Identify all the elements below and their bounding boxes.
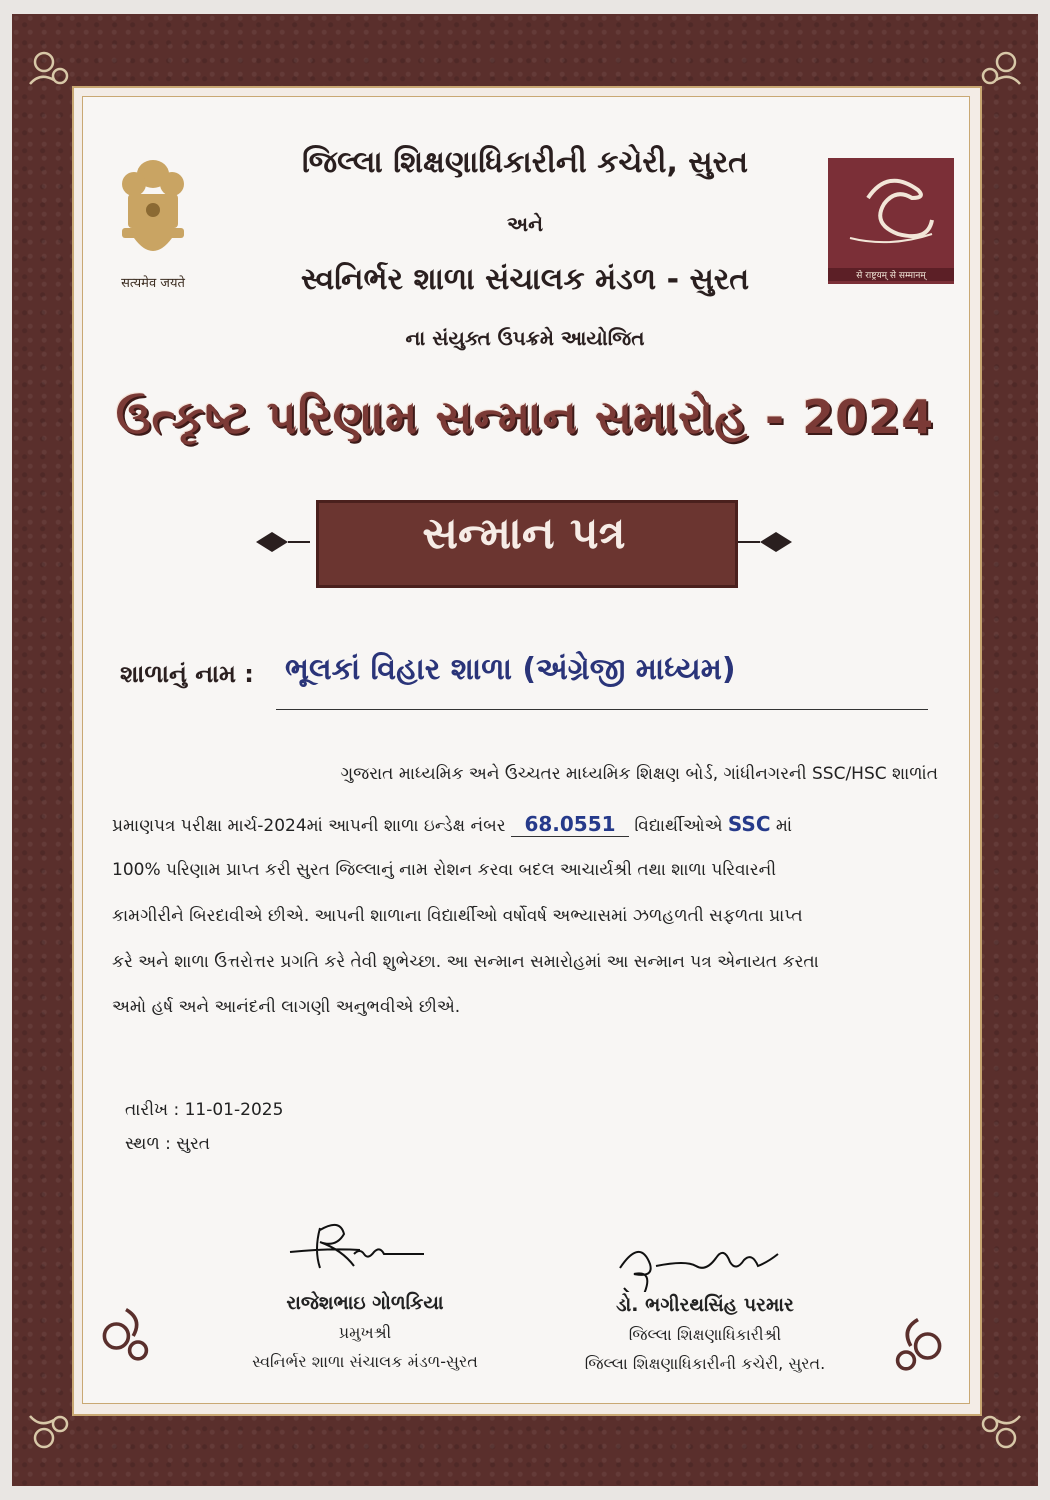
body-line-2-end: માં bbox=[775, 816, 793, 836]
school-name: ભૂલકાં વિહાર શાળા (અંગ્રેજી માધ્યમ) bbox=[285, 652, 736, 687]
logo-caption: से राष्ट्रयम् से सम्मानम् bbox=[828, 268, 954, 281]
office-title: જિલ્લા શિક્ષણાધિકારીની કચેરી, સુરત bbox=[301, 145, 749, 180]
signatory-2-name: ડો. ભગીરથસિંહ પરમાર bbox=[616, 1294, 794, 1316]
body-line-6: અમો હર્ષ અને આનંદની લાગણી અનુભવીએ છીએ. bbox=[112, 997, 461, 1017]
signatory-2-role: જિલ્લા શિક્ષણાધિકારીશ્રી bbox=[628, 1325, 782, 1344]
signatory-2-org: જિલ્લા શિક્ષણાધિકારીની કચેરી, સુરત. bbox=[584, 1354, 826, 1373]
school-name-underline bbox=[276, 709, 928, 710]
body-line-5: કરે અને શાળા ઉત્તરોત્તર પ્રગતિ કરે તેવી શુભેચ્છા. આ સન્માન સમારોહમાં આ સન્માન પત્ર એનાયત કરતા bbox=[112, 952, 819, 972]
diamond-ornament-right-icon bbox=[738, 522, 798, 562]
issue-place: સ્થળ : સુરત bbox=[125, 1134, 211, 1154]
exam-name: SSC bbox=[727, 812, 771, 836]
body-line-3: 100% પરિણામ પ્રાપ્ત કરી સુરત જિલ્લાનું નામ રોશન કરવા બદલ આચાર્યશ્રી તથા શાળા પરિવારની bbox=[112, 860, 777, 880]
body-line-2 bbox=[112, 812, 938, 837]
corner-ornament-bottom-right-icon bbox=[970, 1400, 1030, 1460]
signatory-1-org: સ્વનિર્ભર શાળા સંચાલક મંડળ-સુરત bbox=[252, 1352, 478, 1371]
corner-ornament-top-right-icon bbox=[970, 40, 1030, 100]
inner-ornament-bottom-left-icon bbox=[90, 1300, 162, 1372]
event-title: ઉત્કૃષ્ટ પરિણામ સન્માન સમારોહ - 2024 bbox=[115, 390, 935, 444]
organized-by-text: ના સંયુક્ત ઉપક્રમે આયોજિત bbox=[405, 326, 645, 350]
body-line-1: ગુજરાત માધ્યમિક અને ઉચ્ચતર માધ્યમિક શિક્ષણ બોર્ડ, ગાંધીનગરની SSC/HSC શાળાંત bbox=[340, 764, 938, 784]
signatory-1-name: રાજેશભાઇ ગોળકિયા bbox=[286, 1292, 444, 1314]
body-line-2-start: પ્રમાણપત્ર પરીક્ષા માર્ચ-2024માં આપની શાળા ઇન્ડેક્ષ નંબર bbox=[112, 816, 506, 836]
issue-date: તારીખ : 11-01-2025 bbox=[125, 1100, 284, 1120]
emblem-caption: सत्यमेव जयते bbox=[121, 276, 185, 291]
corner-ornament-top-left-icon bbox=[20, 40, 80, 100]
conjunction-text: અને bbox=[507, 212, 543, 236]
inner-ornament-bottom-right-icon bbox=[882, 1310, 954, 1382]
corner-ornament-bottom-left-icon bbox=[20, 1400, 80, 1460]
signatory-1-role: પ્રમુખશ્રી bbox=[338, 1323, 392, 1342]
index-number: 68.0551 bbox=[511, 812, 629, 837]
diamond-ornament-left-icon bbox=[250, 522, 310, 562]
signature-1-icon bbox=[280, 1210, 430, 1280]
signature-2-icon bbox=[610, 1232, 800, 1292]
certificate-title: સન્માન પત્ર bbox=[422, 508, 626, 559]
association-title: સ્વનિર્ભર શાળા સંચાલક મંડળ - સુરત bbox=[300, 262, 750, 297]
body-line-2-students: વિદ્યાર્થીઓએ bbox=[634, 816, 723, 836]
school-name-label: શાળાનું નામ : bbox=[120, 660, 254, 688]
body-line-4: કામગીરીને બિરદાવીએ છીએ. આપની શાળાના વિદ્યાર્થીઓ વર્ષોવર્ષ અભ્યાસમાં ઝળહળતી સફળતા પ્રાપ્ત bbox=[112, 906, 803, 926]
